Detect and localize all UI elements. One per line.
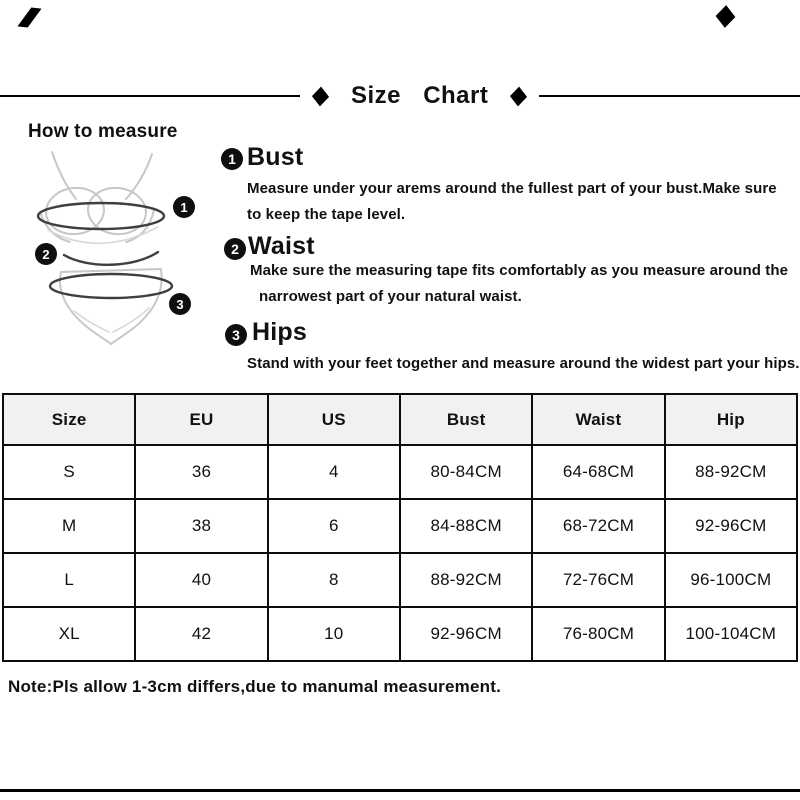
cell-hip: 88-92CM — [665, 445, 797, 499]
bust-badge — [173, 196, 195, 218]
hip-badge — [169, 293, 191, 315]
bust-text-line1: Measure under your arems around the fullest part of your bust.Make sure — [247, 180, 777, 197]
title-divider-left — [0, 95, 300, 97]
cell-eu: 38 — [135, 499, 267, 553]
header-eu: EU — [135, 394, 267, 445]
badge-number: 2 — [231, 241, 239, 257]
svg-text:1: 1 — [180, 200, 188, 215]
cell-bust: 80-84CM — [400, 445, 532, 499]
cell-us: 4 — [268, 445, 400, 499]
cell-hip: 92-96CM — [665, 499, 797, 553]
badge-number: 3 — [232, 327, 240, 343]
size-table-body — [3, 445, 797, 661]
how-to-measure-heading: How to measure — [28, 121, 178, 142]
waist-section-title: Waist — [248, 232, 315, 260]
waist-text-line2: narrowest part of your natural waist. — [259, 288, 522, 305]
svg-text:3: 3 — [176, 297, 184, 312]
table-row — [3, 445, 797, 499]
cell-bust: 84-88CM — [400, 499, 532, 553]
hip-measuring-tape — [50, 274, 172, 298]
bust-section-badge — [221, 148, 243, 170]
cell-hip: 96-100CM — [665, 553, 797, 607]
cell-bust: 88-92CM — [400, 553, 532, 607]
header-hip: Hip — [665, 394, 797, 445]
hips-section-badge — [225, 324, 247, 346]
bikini-bottom-drawing — [60, 269, 162, 344]
waist-section-badge — [224, 238, 246, 260]
table-row — [3, 499, 797, 553]
table-row — [3, 607, 797, 661]
bottom-divider — [0, 789, 800, 792]
cell-size: M — [3, 499, 135, 553]
cell-waist: 76-80CM — [532, 607, 664, 661]
cell-waist: 64-68CM — [532, 445, 664, 499]
corner-mark-top-left-icon — [17, 7, 41, 27]
header-waist: Waist — [532, 394, 664, 445]
header-bust: Bust — [400, 394, 532, 445]
hips-text-line1: Stand with your feet together and measure around the widest part your hips. — [247, 355, 800, 372]
table-header-row — [3, 394, 797, 445]
cell-eu: 42 — [135, 607, 267, 661]
table-row — [3, 553, 797, 607]
cell-us: 10 — [268, 607, 400, 661]
measurement-illustration — [8, 150, 218, 352]
diamond-icon — [312, 86, 329, 106]
cell-eu: 40 — [135, 553, 267, 607]
size-table-header — [3, 394, 797, 445]
title-band — [0, 82, 800, 109]
badge-number: 1 — [228, 151, 236, 167]
cell-us: 8 — [268, 553, 400, 607]
header-size: Size — [3, 394, 135, 445]
cell-size: S — [3, 445, 135, 499]
cell-waist: 72-76CM — [532, 553, 664, 607]
cell-bust: 92-96CM — [400, 607, 532, 661]
measurement-note: Note:Pls allow 1-3cm differs,due to manumal measurement. — [8, 677, 501, 696]
cell-eu: 36 — [135, 445, 267, 499]
hips-section-text — [247, 351, 800, 377]
page-title: Size Chart — [351, 82, 489, 109]
title-divider-right — [539, 95, 800, 97]
waist-text-line1: Make sure the measuring tape fits comfortably as you measure around the — [250, 262, 789, 279]
hips-section-title: Hips — [252, 318, 307, 346]
cell-waist: 68-72CM — [532, 499, 664, 553]
cell-us: 6 — [268, 499, 400, 553]
cell-hip: 100-104CM — [665, 607, 797, 661]
waist-badge — [35, 243, 57, 265]
corner-mark-top-right-icon — [716, 5, 736, 28]
size-table — [2, 393, 798, 662]
bust-section-text — [247, 176, 777, 228]
cell-size: L — [3, 553, 135, 607]
svg-text:2: 2 — [42, 247, 50, 262]
waist-section-text — [250, 258, 788, 310]
bust-text-line2: to keep the tape level. — [247, 206, 406, 223]
cell-size: XL — [3, 607, 135, 661]
header-us: US — [268, 394, 400, 445]
diamond-icon — [510, 86, 527, 106]
waist-measuring-tape — [64, 252, 158, 265]
bust-section-title: Bust — [247, 143, 304, 171]
